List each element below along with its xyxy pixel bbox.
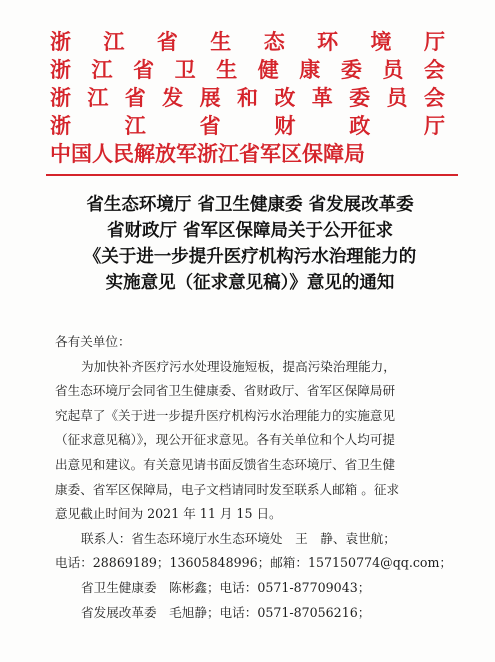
agency-char: 厅 [423,29,445,54]
agency-char: 政 [349,113,371,138]
agency-char: 员 [386,85,408,110]
paragraph-line: 出意见和建议。有关意见请书面反馈省生态环境厅、省卫生健 [55,456,396,472]
agency-char: 浙 [50,29,71,54]
agency-line-1 [50,28,445,56]
contact-line: 省发展改革委 毛旭静；电话：0571-87056216； [81,604,371,620]
title-line-4: 实施意见（征求意见稿）》意见的通知 [105,273,395,293]
paragraph-line: （征求意见稿）》，现公开征求意见。各有关单位和个人均可提 [55,432,396,448]
agency-char: 江 [91,57,113,82]
contact-line: 电话：28869189；13605848996；邮箱：157150774@qq.com； [55,555,452,571]
agency-line-5: 中国人民解放军浙江省军区保障局 [50,141,365,166]
contact-line: 联系人：省生态环境厅水生态环境处 王 静、袁世航； [81,530,396,546]
agency-char: 江 [87,85,109,110]
agency-line-4 [50,112,445,140]
agency-char: 境 [370,29,392,54]
agency-char: 康 [299,57,321,82]
agency-char: 会 [423,85,445,110]
title-line-1: 省生态环境厅 省卫生健康委 省发展改革委 [86,195,414,215]
paragraph-line: 康委、省军区保障局，电子文档请同时发至联系人邮箱 。征求 [55,481,400,497]
agency-char: 浙 [50,113,71,138]
agency-char: 卫 [174,57,196,82]
agency-char: 革 [311,85,333,110]
title-line-2: 省财政厅 省军区保障局关于公开征求 [106,221,394,241]
agency-char: 生 [216,57,238,82]
agency-char: 环 [317,29,339,54]
paragraph-line: 为加快补齐医疗污水处理设施短板，提高污染治理能力， [81,358,396,374]
agency-char: 厅 [423,113,445,138]
agency-char: 展 [199,85,221,110]
agency-line-2 [50,56,445,84]
agency-char: 浙 [50,57,71,82]
agency-char: 健 [257,57,279,82]
agency-char: 省 [133,57,155,82]
document-body [55,330,455,625]
agency-char: 和 [236,85,258,110]
agency-char: 省 [156,29,178,54]
title-line-3: 《关于进一步提升医疗机构污水治理能力的 [83,247,417,267]
agency-char: 员 [382,57,404,82]
agency-char: 委 [349,85,371,110]
agency-line-3 [50,84,445,112]
agency-char: 委 [340,57,362,82]
agency-char: 省 [124,85,146,110]
agency-char: 生 [210,29,232,54]
agency-char: 财 [274,113,296,138]
salutation: 各有关单位： [55,334,131,349]
issuing-agencies-header [50,28,445,168]
red-divider-line [46,174,458,176]
agency-char: 态 [263,29,285,54]
paragraph-line: 省生态环境厅会同省卫生健康委、省财政厅、省军区保障局研 [55,383,396,399]
agency-char: 江 [103,29,125,54]
paragraph-line: 究起草了《关于进一步提升医疗机构污水治理能力的实施意见 [55,407,396,423]
contact-line: 省卫生健康委 陈彬鑫；电话：0571-87709043； [81,579,371,595]
agency-char: 改 [274,85,296,110]
agency-char: 江 [124,113,146,138]
agency-char: 浙 [50,85,71,110]
agency-char: 发 [162,85,184,110]
paragraph-line: 意见截止时间为 2021 年 11 月 15 日。 [55,506,282,522]
agency-char: 省 [199,113,221,138]
document-title [40,192,460,296]
agency-char: 会 [423,57,445,82]
